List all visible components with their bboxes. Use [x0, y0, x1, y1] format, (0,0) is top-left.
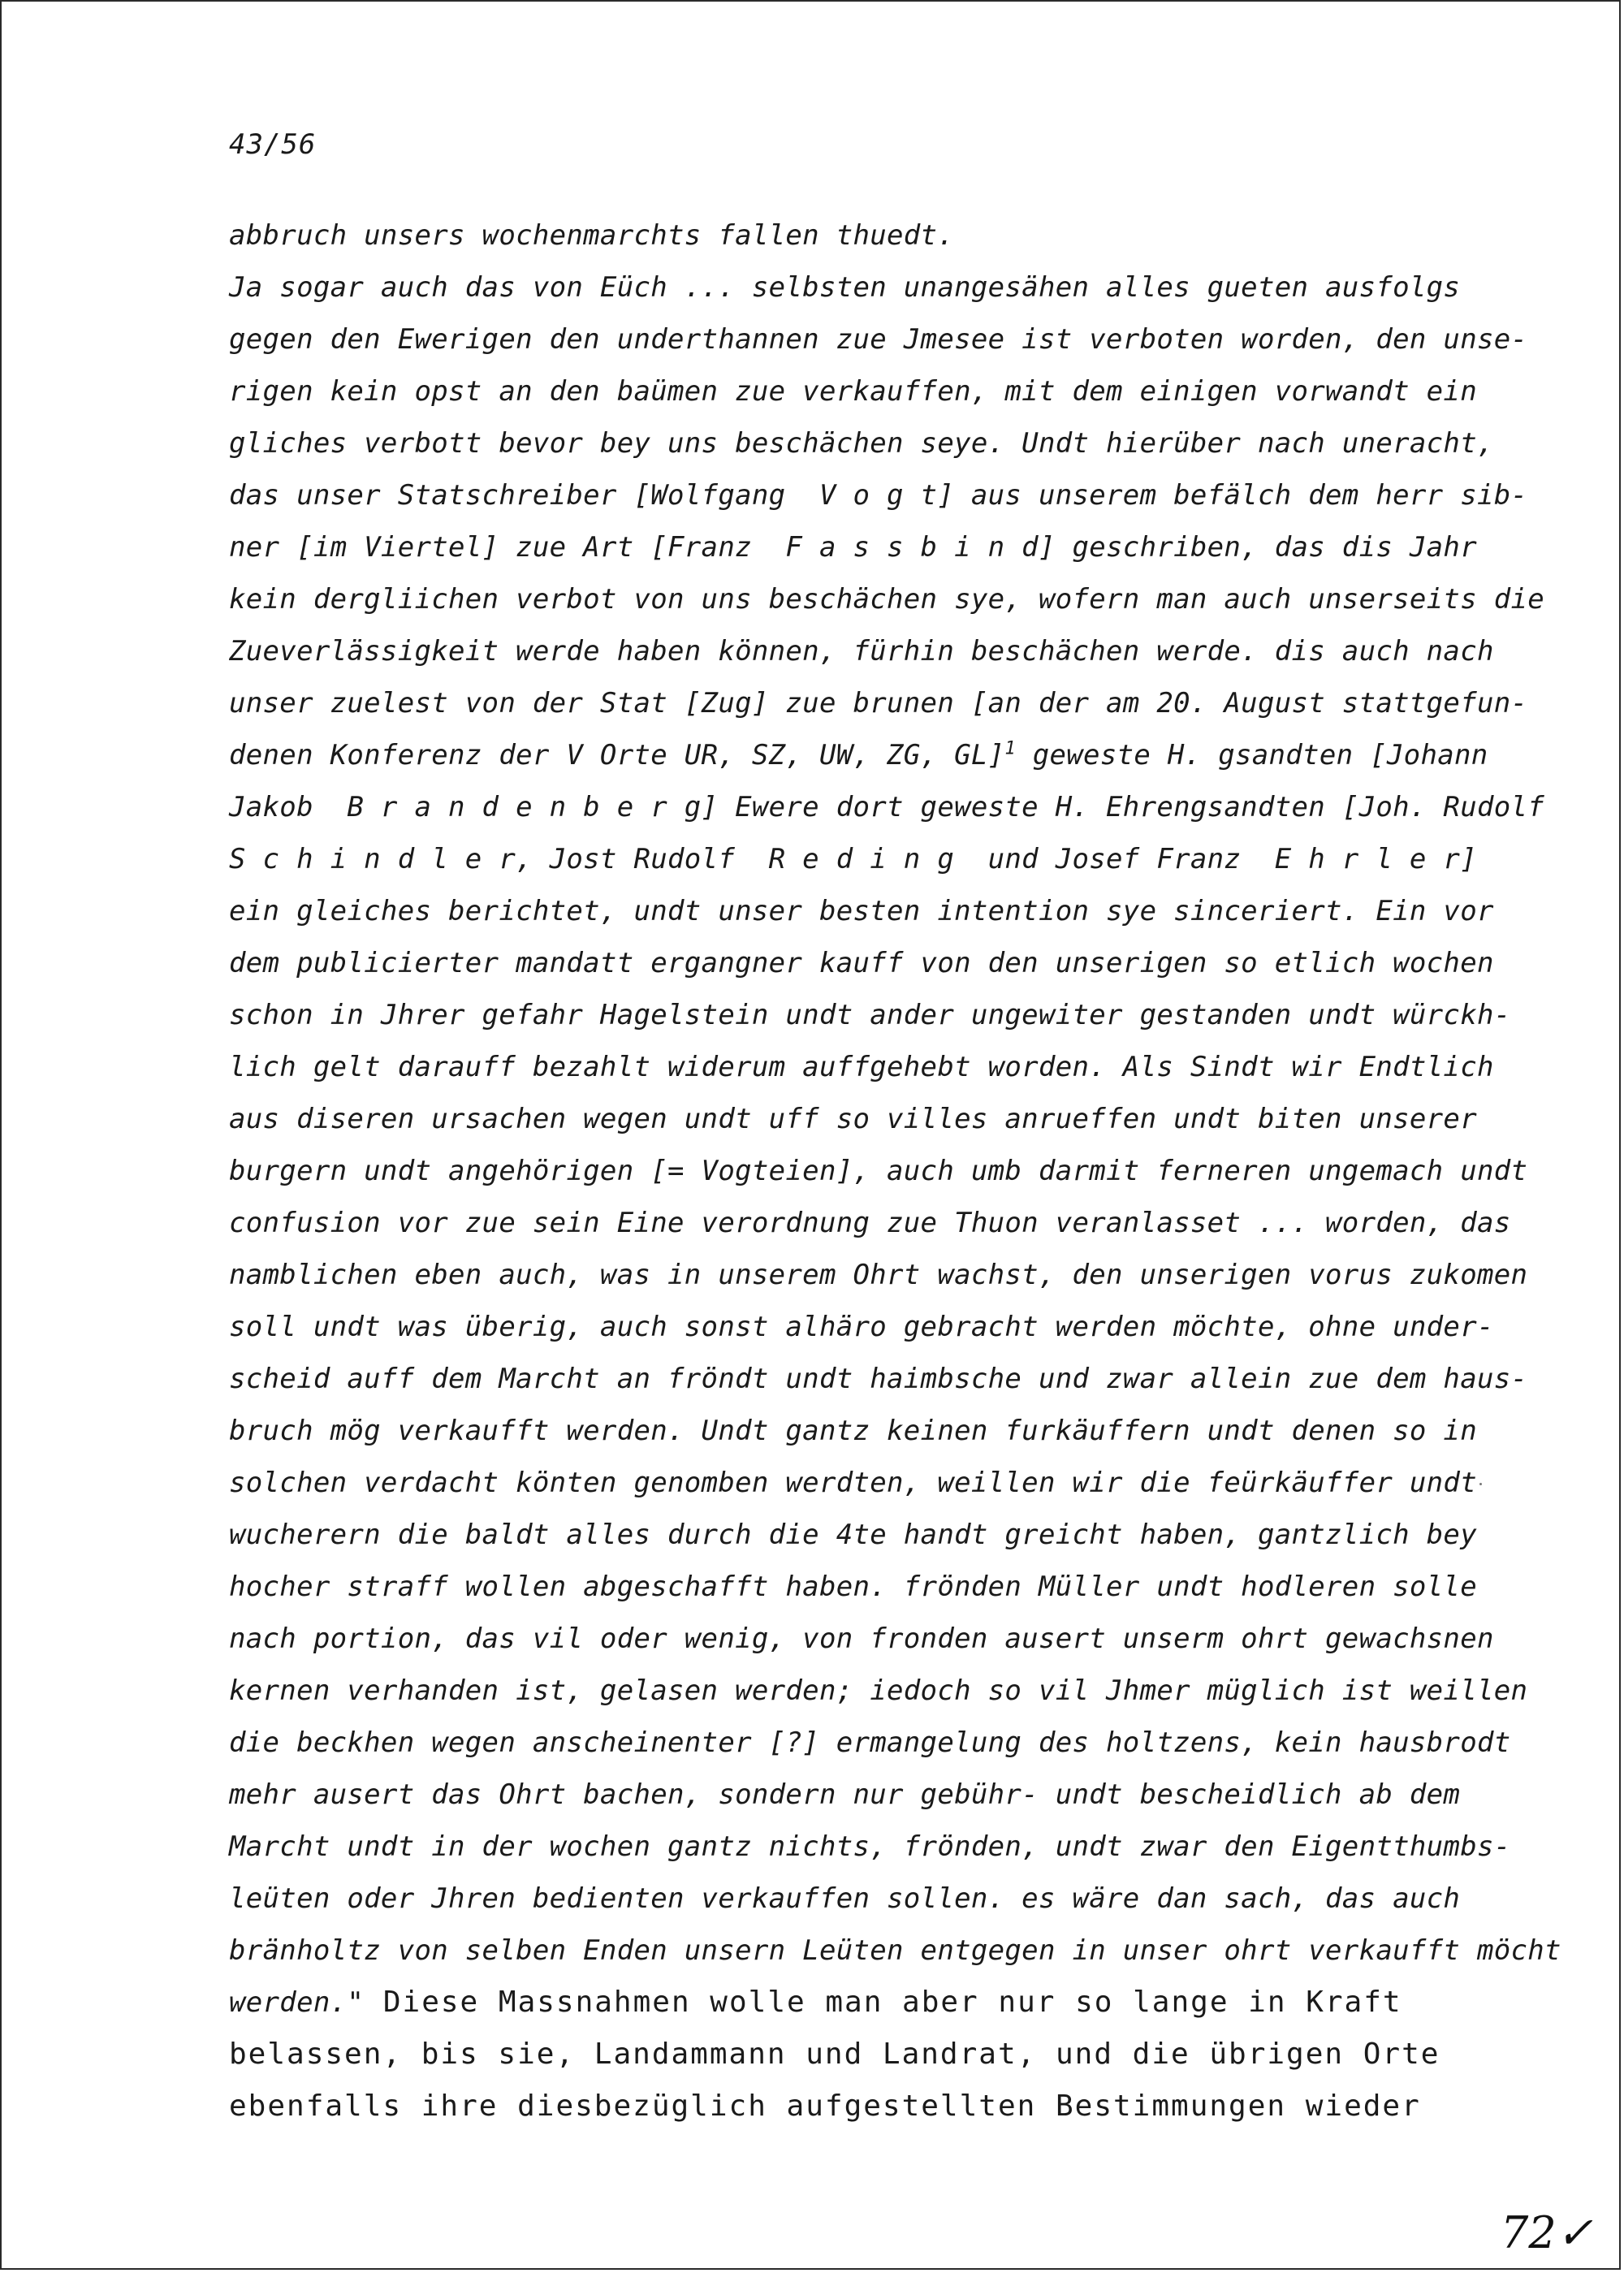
text-line-end: geweste H. gsandten [Johann — [1015, 739, 1488, 771]
text-line: Jakob B r a n d e n b e r g] Ewere dort geweste H. Ehrengsandten [Joh. Rudolf — [229, 791, 1545, 823]
text-line: wucherern die baldt alles durch die 4te handt greicht haben, gantzlich bey — [229, 1519, 1477, 1551]
text-line: soll undt was überig, auch sonst alhäro gebracht werden möchte, ohne under- — [229, 1311, 1494, 1343]
text-line: Zueverlässigkeit werde haben können, fürhin beschächen werde. dis auch nach — [229, 635, 1494, 668]
text-line: ner [im Viertel] zue Art [Franz F a s s b i n d] geschriben, das dis Jahr — [229, 531, 1477, 564]
text-line: scheid auff dem Marcht an fröndt undt haimbsche und zwar allein zue dem haus- — [229, 1363, 1528, 1395]
commentary-line: ebenfalls ihre diesbezüglich aufgestellten Bestimmungen wieder — [229, 2089, 1421, 2123]
text-line: kernen verhanden ist, gelasen werden; iedoch so vil Jhmer müglich ist weillen — [229, 1675, 1528, 1707]
text-line: leüten oder Jhren bedienten verkauffen sollen. es wäre dan sach, das auch — [229, 1882, 1461, 1915]
handwritten-page-mark: 72✓ — [1501, 2207, 1593, 2258]
text-line: lich gelt darauff bezahlt widerum auffgehebt worden. Als Sindt wir Endtlich — [229, 1051, 1494, 1083]
text-line: mehr ausert das Ohrt bachen, sondern nur gebühr- undt bescheidlich ab dem — [229, 1778, 1461, 1811]
text-line: namblichen eben auch, was in unserem Ohrt wachst, den unserigen vorus zukomen — [229, 1259, 1528, 1291]
text-line: die beckhen wegen anscheinenter [?] ermangelung des holtzens, kein hausbrodt — [229, 1726, 1511, 1759]
text-line-with-footnote — [229, 729, 1544, 781]
scan-speck — [1479, 1483, 1482, 1485]
text-line: rigen kein opst an den baümen zue verkauffen, mit dem einigen vorwandt ein — [229, 375, 1477, 408]
commentary-start: Diese Massnahmen wolle man aber nur so lange in Kraft — [364, 1986, 1402, 2019]
quote-end: werden." — [229, 1986, 365, 2019]
text-line: nach portion, das vil oder wenig, von fronden ausert unserm ohrt gewachsnen — [229, 1623, 1494, 1655]
text-line: unser zuelest von der Stat [Zug] zue brunen [an der am 20. August stattgefun- — [229, 687, 1528, 719]
footnote-marker: 1 — [1004, 738, 1016, 759]
text-line: Marcht undt in der wochen gantz nichts, frönden, undt zwar den Eigentthumbs- — [229, 1830, 1511, 1863]
text-line: bruch mög verkaufft werden. Undt gantz keinen furkäuffern undt denen so in — [229, 1415, 1477, 1447]
text-line: gliches verbott bevor bey uns beschächen seye. Undt hierüber nach uneracht, — [229, 427, 1494, 460]
text-line: schon in Jhrer gefahr Hagelstein undt ander ungewiter gestanden undt würckh- — [229, 999, 1511, 1031]
text-line: burgern undt angehörigen [= Vogteien], auch umb darmit ferneren ungemach undt — [229, 1155, 1528, 1187]
text-line: kein dergliichen verbot von uns beschächen sye, wofern man auch unserseits die — [229, 583, 1545, 616]
text-line: S c h i n d l e r, Jost Rudolf R e d i n g und Josef Franz E h r l e r] — [229, 843, 1477, 875]
document-body — [229, 210, 1561, 2133]
commentary-line: belassen, bis sie, Landammann und Landrat, und die übrigen Orte — [229, 2037, 1440, 2071]
text-line: ein gleiches berichtet, undt unser besten intention sye sinceriert. Ein vor — [229, 895, 1494, 927]
text-line: dem publicierter mandatt ergangner kauff von den unserigen so etlich wochen — [229, 947, 1494, 979]
text-line: Ja sogar auch das von Eüch ... selbsten unangesähen alles gueten ausfolgs — [229, 271, 1461, 304]
text-line: confusion vor zue sein Eine verordnung zue Thuon veranlasset ... worden, das — [229, 1207, 1511, 1239]
text-line: solchen verdacht könten genomben werdten, weillen wir die feürkäuffer undt — [229, 1467, 1477, 1499]
text-line: gegen den Ewerigen den underthannen zue Jmesee ist verboten worden, den unse- — [229, 323, 1528, 356]
text-line: aus diseren ursachen wegen undt uff so villes anrueffen undt biten unserer — [229, 1103, 1477, 1135]
text-line: abbruch unsers wochenmarchts fallen thuedt. — [229, 219, 955, 252]
text-line: hocher straff wollen abgeschafft haben. frönden Müller undt hodleren solle — [229, 1571, 1477, 1603]
text-line: bränholtz von selben Enden unsern Leüten entgegen in unser ohrt verkaufft möcht — [229, 1934, 1561, 1967]
text-line: das unser Statschreiber [Wolfgang V o g t] aus unserem befälch dem herr sib- — [229, 479, 1528, 512]
page-number: 43/56 — [229, 128, 317, 161]
text-line-mixed — [229, 1977, 1544, 2029]
text-line-start: denen Konferenz der V Orte UR, SZ, UW, ZG, GL] — [229, 739, 1005, 771]
